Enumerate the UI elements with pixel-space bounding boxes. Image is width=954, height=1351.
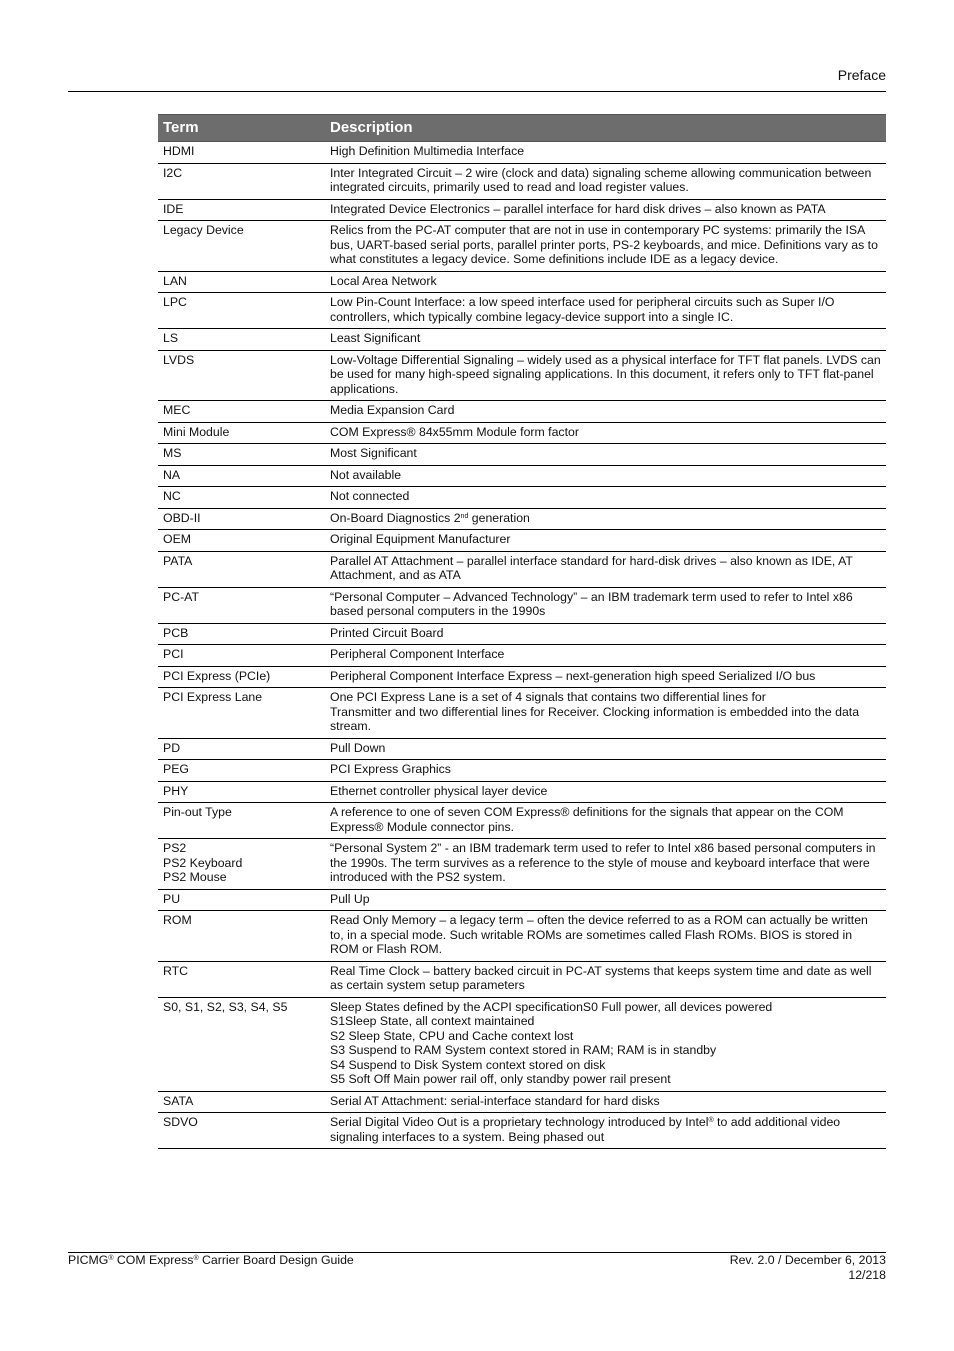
description-superscript: ®: [708, 1117, 714, 1124]
term-text: PCI Express Lane: [163, 690, 263, 704]
table-row: [158, 444, 886, 466]
table-row: [158, 997, 886, 1091]
description-text: Local Area Network: [330, 273, 437, 288]
description-cell: [325, 781, 886, 803]
term-text: PD: [163, 740, 181, 755]
term-text: PATA: [163, 553, 193, 568]
description-text: “Personal System 2” - an IBM trademark term used to refer to Intel x86 based personal computers in the 1990s. The term survives as a reference to the style of mouse and keyboard interface that were introduced with the PS2 system.: [330, 841, 876, 884]
description-text: Serial AT Attachment: serial-interface standard for hard disks: [330, 1093, 660, 1108]
term-text: PC-AT: [163, 589, 199, 604]
table-row: [158, 645, 886, 667]
footer-revision: Rev. 2.0 / December 6, 2013: [729, 1253, 886, 1267]
table-row: [158, 350, 886, 401]
table-row: [158, 142, 886, 164]
description-text: Original Equipment Manufacturer: [330, 532, 511, 546]
description-text: Peripheral Component Interface Express – next-generation high speed Serialized I/O bus: [330, 668, 816, 683]
term-text: MS: [163, 446, 182, 460]
header-rule: [68, 91, 886, 92]
description-text: Pull Up: [330, 891, 370, 906]
description-text: Serial Digital Video Out is a proprietary technology introduced by Intel: [330, 1115, 709, 1129]
table-row: [158, 688, 886, 739]
table-row: [158, 760, 886, 782]
table-row: [158, 163, 886, 199]
footer-doc-sup1: ®: [108, 1255, 114, 1262]
glossary-body: [158, 142, 886, 1149]
glossary-table: [158, 114, 886, 1149]
term-text: OBD-II: [163, 510, 201, 525]
term-text: PCI Express (PCIe): [163, 668, 271, 683]
table-row: [158, 587, 886, 623]
description-cell: [325, 163, 886, 199]
description-text: PCI Express Graphics: [330, 762, 451, 776]
term-cell: [158, 961, 325, 997]
term-cell: [158, 350, 325, 401]
table-row: [158, 329, 886, 351]
term-cell: [158, 839, 325, 890]
table-row: [158, 961, 886, 997]
table-row: [158, 781, 886, 803]
term-text: Pin-out Type: [163, 805, 232, 819]
description-superscript: nd: [460, 512, 469, 520]
table-row: [158, 889, 886, 911]
term-cell: [158, 293, 325, 329]
description-cell: [325, 803, 886, 839]
term-cell: [158, 401, 325, 423]
term-text: PCI: [163, 647, 184, 661]
table-row: [158, 199, 886, 221]
footer-doc-part3: Carrier Board Design Guide: [198, 1253, 354, 1267]
term-text: LAN: [163, 273, 187, 288]
term-text: SATA: [163, 1093, 194, 1108]
term-cell: [158, 587, 325, 623]
term-text: PHY: [163, 783, 189, 798]
term-cell: [158, 997, 325, 1091]
description-cell: [325, 551, 886, 587]
term-cell: [158, 221, 325, 272]
description-cell: [325, 738, 886, 760]
term-cell: [158, 781, 325, 803]
table-row: [158, 623, 886, 645]
term-cell: [158, 760, 325, 782]
description-cell: [325, 142, 886, 164]
term-cell: [158, 530, 325, 552]
description-cell: [325, 487, 886, 509]
page-header-section: Preface: [837, 67, 886, 83]
description-cell: [325, 199, 886, 221]
description-text: Real Time Clock – battery backed circuit in PC-AT systems that keeps system time and date as well as certain system setup parameters: [330, 963, 872, 992]
description-cell: [325, 666, 886, 688]
description-cell: [325, 839, 886, 890]
term-text: ROM: [163, 913, 192, 927]
table-row: [158, 422, 886, 444]
description-text: Sleep States defined by the ACPI specificationS0 Full power, all devices powered S1Sleep State, all context maintained S2 Sleep State, CPU and Cache context lost S3 Suspend to RAM System context stored in RAM; RAM is in standby S4 Suspend to Disk System context stored on disk S5 Soft Off Main power rail off, only standby power rail present: [330, 999, 773, 1086]
term-text: HDMI: [163, 144, 195, 158]
term-text: RTC: [163, 963, 189, 978]
table-row: [158, 1113, 886, 1149]
term-text: LS: [163, 331, 179, 345]
description-cell: [325, 422, 886, 444]
description-cell: [325, 1113, 886, 1149]
description-cell: [325, 401, 886, 423]
term-cell: [158, 1113, 325, 1149]
description-cell: [325, 508, 886, 530]
term-text: SDVO: [163, 1115, 198, 1129]
term-text: PS2 PS2 Keyboard PS2 Mouse: [163, 841, 243, 884]
description-cell: [325, 688, 886, 739]
table-row: [158, 401, 886, 423]
footer-document-title: [68, 1253, 354, 1267]
table-row: [158, 1091, 886, 1113]
description-cell: [325, 1091, 886, 1113]
description-cell: [325, 465, 886, 487]
column-header-term: Term: [158, 115, 325, 142]
term-cell: [158, 444, 325, 466]
description-text: Most Significant: [330, 446, 417, 460]
description-cell: [325, 587, 886, 623]
description-text: Printed Circuit Board: [330, 625, 444, 640]
term-cell: [158, 271, 325, 293]
description-cell: [325, 760, 886, 782]
term-cell: [158, 803, 325, 839]
term-cell: [158, 911, 325, 962]
table-row: [158, 465, 886, 487]
footer-doc-part1: PICMG: [68, 1253, 109, 1267]
description-text-continued: to add additional video signaling interfaces to a system. Being phased out: [330, 1115, 841, 1144]
term-text: LPC: [163, 295, 187, 309]
description-text: Low-Voltage Differential Signaling – widely used as a physical interface for TFT flat panels. LVDS can be used for many high-speed signaling applications. In this document, it refers only to TFT flat-panel applications.: [330, 352, 881, 396]
description-text: Inter Integrated Circuit – 2 wire (clock and data) signaling scheme allowing communication between integrated circuits, primarily used to read and load register values.: [330, 165, 872, 194]
footer-doc-sup2: ®: [193, 1255, 199, 1262]
table-row: [158, 738, 886, 760]
term-cell: [158, 508, 325, 530]
description-cell: [325, 293, 886, 329]
description-text: Not connected: [330, 489, 410, 503]
description-cell: [325, 623, 886, 645]
description-text: Read Only Memory – a legacy term – often the device referred to as a ROM can actually be written to, in a special mode. Such writable ROMs are sometimes called Flash ROMs. BIOS is stored in ROM or Flash ROM.: [330, 913, 868, 956]
term-cell: [158, 465, 325, 487]
description-text: Media Expansion Card: [330, 403, 455, 417]
description-text: Least Significant: [330, 331, 421, 345]
description-cell: [325, 271, 886, 293]
term-cell: [158, 142, 325, 164]
term-cell: [158, 422, 325, 444]
table-row: [158, 293, 886, 329]
footer-revision-block: [730, 1253, 886, 1282]
term-cell: [158, 551, 325, 587]
table-row: [158, 666, 886, 688]
description-text-continued: generation: [468, 510, 530, 525]
description-cell: [325, 961, 886, 997]
description-text: Pull Down: [330, 740, 386, 755]
description-text: Relics from the PC-AT computer that are not in use in contemporary PC systems: primarily the ISA bus, UART-based serial ports, parallel printer ports, PS-2 keyboards, and mice. Definitions vary as to what constitutes a legacy device. Some definitions include IDE as a legacy device.: [330, 223, 878, 266]
table-row: [158, 803, 886, 839]
term-text: PU: [163, 891, 181, 906]
table-row: [158, 530, 886, 552]
description-cell: [325, 530, 886, 552]
term-cell: [158, 623, 325, 645]
term-text: S0, S1, S2, S3, S4, S5: [163, 999, 288, 1014]
term-text: I2C: [163, 165, 183, 180]
term-text: NA: [163, 467, 181, 482]
table-row: [158, 551, 886, 587]
description-text: On-Board Diagnostics 2: [330, 510, 461, 525]
table-row: [158, 839, 886, 890]
term-cell: [158, 688, 325, 739]
term-cell: [158, 645, 325, 667]
description-text: High Definition Multimedia Interface: [330, 144, 525, 158]
term-text: MEC: [163, 403, 191, 417]
term-cell: [158, 487, 325, 509]
description-text: Parallel AT Attachment – parallel interface standard for hard-disk drives – also known as IDE, AT Attachment, and as ATA: [330, 553, 853, 582]
term-cell: [158, 329, 325, 351]
footer-page-number: 12/218: [848, 1267, 886, 1282]
term-text: Legacy Device: [163, 223, 244, 237]
term-text: Mini Module: [163, 424, 230, 439]
description-text: COM Express® 84x55mm Module form factor: [330, 424, 579, 439]
description-text: “Personal Computer – Advanced Technology” – an IBM trademark term used to refer to Intel x86 based personal computers in the 1990s: [330, 589, 853, 618]
description-cell: [325, 221, 886, 272]
table-row: [158, 911, 886, 962]
table-row: [158, 508, 886, 530]
term-cell: [158, 199, 325, 221]
term-cell: [158, 666, 325, 688]
table-row: [158, 487, 886, 509]
description-text: One PCI Express Lane is a set of 4 signals that contains two differential lines for Transmitter and two differential lines for Receiver. Clocking information is embedded into the data stream.: [330, 690, 860, 733]
term-text: NC: [163, 489, 181, 503]
description-cell: [325, 444, 886, 466]
description-text: Ethernet controller physical layer device: [330, 783, 548, 798]
description-cell: [325, 911, 886, 962]
term-text: PCB: [163, 625, 189, 640]
term-cell: [158, 163, 325, 199]
description-text: Low Pin-Count Interface: a low speed interface used for peripheral circuits such as Super I/O controllers, which typically combine legacy-device support into a single IC.: [330, 295, 835, 324]
term-cell: [158, 738, 325, 760]
footer-doc-part2: COM Express: [113, 1253, 194, 1267]
term-text: OEM: [163, 532, 192, 546]
description-text: A reference to one of seven COM Express® definitions for the signals that appear on the COM Express® Module connector pins.: [330, 805, 844, 834]
description-text: Integrated Device Electronics – parallel interface for hard disk drives – also known as PATA: [330, 201, 826, 216]
term-text: PEG: [163, 762, 189, 776]
description-cell: [325, 329, 886, 351]
description-cell: [325, 645, 886, 667]
column-header-description: Description: [325, 115, 886, 142]
term-text: LVDS: [163, 352, 195, 367]
table-row: [158, 221, 886, 272]
table-header-row: [158, 115, 886, 142]
description-cell: [325, 350, 886, 401]
term-cell: [158, 889, 325, 911]
description-cell: [325, 997, 886, 1091]
description-text: Not available: [330, 467, 402, 482]
table-row: [158, 271, 886, 293]
description-cell: [325, 889, 886, 911]
description-text: Peripheral Component Interface: [330, 647, 505, 661]
term-cell: [158, 1091, 325, 1113]
term-text: IDE: [163, 201, 184, 216]
